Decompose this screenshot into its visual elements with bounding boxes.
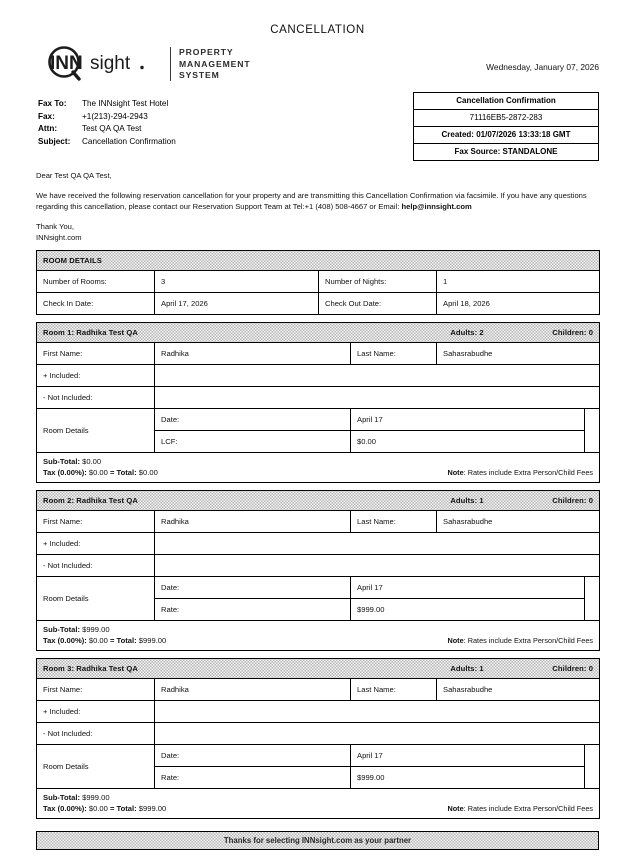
tax-value: $0.00 (88, 635, 108, 645)
letter-closing-line-1: Thank You, (36, 222, 75, 231)
logo-tagline-line-3: SYSTEM (179, 70, 220, 81)
last-name-label: Last Name: (351, 679, 437, 701)
table-row (37, 789, 600, 819)
innsight-logo (38, 46, 251, 82)
room-totals-cell (37, 621, 600, 651)
table-row (37, 555, 600, 577)
confirmation-source-row (414, 144, 598, 160)
subtotal-value: $0.00 (82, 457, 102, 466)
subtotal-label: Sub-Total: (43, 793, 80, 802)
letter-salutation: Dear Test QA QA Test, (36, 171, 112, 180)
letter-paragraph (36, 190, 599, 212)
not-included-label: - Not Included: (37, 555, 155, 577)
num-nights-value: 1 (437, 271, 600, 293)
room-date-label: Date: (155, 577, 351, 599)
included-value (155, 533, 600, 555)
tax-value: $0.00 (88, 467, 108, 477)
fax-subject-label: Subject: (38, 136, 71, 146)
room-header-cell (37, 491, 600, 511)
first-name-value: Radhika (155, 343, 351, 365)
confirmation-created-row (414, 127, 598, 144)
check-in-label: Check In Date: (37, 293, 155, 315)
room-rate-value: $999.00 (351, 599, 585, 621)
table-row (37, 701, 600, 723)
letter-body (36, 170, 599, 243)
table-row (37, 365, 600, 387)
num-nights-label: Number of Nights: (319, 271, 437, 293)
confirmation-heading: Cancellation Confirmation (414, 93, 598, 110)
note-label: Note (447, 635, 464, 645)
total-label: = Total: (110, 803, 137, 813)
note-label: Note (447, 803, 464, 813)
logo-tagline-line-1: PROPERTY (179, 47, 234, 58)
room-children-count: Children: 0 (552, 328, 594, 337)
svg-text:sight: sight (90, 53, 131, 74)
room-rate-note (447, 804, 593, 815)
room-header-title: Room 1: Radhika Test QA (43, 328, 138, 337)
not-included-value (155, 387, 600, 409)
spacer (0, 315, 635, 322)
confirmation-source-value: STANDALONE (502, 147, 558, 156)
first-name-label: First Name: (37, 511, 155, 533)
note-text: : Rates include Extra Person/Child Fees (463, 803, 594, 813)
room-block-table (36, 490, 600, 651)
tax-label: Tax (0.00%): (43, 635, 87, 645)
tax-label: Tax (0.00%): (43, 803, 87, 813)
logo-divider (170, 47, 171, 81)
not-included-value (155, 555, 600, 577)
not-included-value (155, 723, 600, 745)
fax-number-row (38, 111, 176, 124)
letter-paragraph-text: We have received the following reservation cancellation for your property and are transmitting this Cancellation Confirmation via facsimile. If you have any questions regarding this cancellation, please contact our Reservation Support Team at Tel:+1 (408) 508-4667 or Email: (36, 191, 587, 211)
logo-tagline-line-2: MANAGEMENT (179, 58, 251, 69)
room-details-summary-table (36, 250, 600, 315)
page-title: CANCELLATION (270, 24, 365, 36)
total-label: = Total: (110, 635, 137, 645)
table-row (37, 323, 600, 343)
room-block-table (36, 658, 600, 819)
tax-label: Tax (0.00%): (43, 467, 87, 477)
table-row (37, 679, 600, 701)
fax-to-row (38, 98, 176, 111)
included-label: + Included: (37, 701, 155, 723)
room-trailing-cell (585, 409, 600, 453)
num-rooms-label: Number of Rooms: (37, 271, 155, 293)
table-row (37, 621, 600, 651)
fax-meta-block (38, 98, 176, 148)
num-rooms-value: 3 (155, 271, 319, 293)
check-out-label: Check Out Date: (319, 293, 437, 315)
table-row (37, 343, 600, 365)
last-name-label: Last Name: (351, 511, 437, 533)
room-subtotal-line (43, 793, 593, 804)
room-details-label: Room Details (37, 577, 155, 621)
room-block-table (36, 322, 600, 483)
total-value: $0.00 (138, 467, 158, 477)
room-details-label: Room Details (37, 409, 155, 453)
not-included-label: - Not Included: (37, 723, 155, 745)
table-row (37, 453, 600, 483)
room-trailing-cell (585, 745, 600, 789)
table-row (37, 409, 600, 431)
fax-to-label: Fax To: (38, 99, 67, 108)
table-row (37, 387, 600, 409)
room-rate-label: LCF: (155, 431, 351, 453)
last-name-label: Last Name: (351, 343, 437, 365)
spacer (0, 243, 635, 250)
fax-to-value: The INNsight Test Hotel (82, 99, 169, 108)
subtotal-label: Sub-Total: (43, 625, 80, 634)
room-adults-count: Adults: 1 (450, 664, 484, 673)
fax-attn-label: Attn: (38, 124, 58, 134)
total-value: $999.00 (138, 803, 167, 813)
last-name-value: Sahasrabudhe (437, 679, 600, 701)
spacer (0, 483, 635, 490)
note-label: Note (447, 467, 464, 477)
footer-banner: Thanks for selecting INNsight.com as your partner (36, 831, 599, 850)
logo-tagline (179, 46, 251, 82)
first-name-label: First Name: (37, 343, 155, 365)
confirmation-number: 71116EB5-2872-283 (414, 110, 598, 127)
room-adults-count: Adults: 2 (450, 328, 484, 337)
letter-closing-line-2: INNsight.com (36, 233, 82, 242)
room-header-cell (37, 323, 600, 343)
room-trailing-cell (585, 577, 600, 621)
room-header-cell (37, 659, 600, 679)
note-text: : Rates include Extra Person/Child Fees (463, 467, 594, 477)
first-name-label: First Name: (37, 679, 155, 701)
room-totals-cell (37, 453, 600, 483)
innsight-wordmark-icon (38, 46, 166, 82)
room-rate-value: $0.00 (351, 431, 585, 453)
last-name-value: Sahasrabudhe (437, 343, 600, 365)
room-children-count: Children: 0 (552, 664, 594, 673)
included-value (155, 365, 600, 387)
check-out-value: April 18, 2026 (437, 293, 600, 315)
room-subtotal-line (43, 625, 593, 636)
room-rate-label: Rate: (155, 599, 351, 621)
fax-attn-row (38, 123, 176, 136)
room-details-label: Room Details (37, 745, 155, 789)
total-value: $999.00 (138, 635, 167, 645)
not-included-label: - Not Included: (37, 387, 155, 409)
table-row (37, 577, 600, 599)
table-row (37, 491, 600, 511)
room-adults-count: Adults: 1 (450, 496, 484, 505)
room-totals-cell (37, 789, 600, 819)
fax-subject-row (38, 136, 176, 149)
svg-text:INN: INN (50, 53, 83, 74)
rooms-container (0, 315, 635, 819)
room-details-header: ROOM DETAILS (37, 251, 600, 271)
room-header-title: Room 2: Radhika Test QA (43, 496, 138, 505)
spacer (0, 651, 635, 658)
room-rate-label: Rate: (155, 767, 351, 789)
table-row (37, 511, 600, 533)
table-row (37, 745, 600, 767)
tax-value: $0.00 (88, 803, 108, 813)
last-name-value: Sahasrabudhe (437, 511, 600, 533)
check-in-value: April 17, 2026 (155, 293, 319, 315)
room-date-label: Date: (155, 745, 351, 767)
room-rate-value: $999.00 (351, 767, 585, 789)
room-rate-note (447, 468, 593, 479)
subtotal-value: $999.00 (82, 793, 110, 802)
included-value (155, 701, 600, 723)
note-text: : Rates include Extra Person/Child Fees (463, 635, 594, 645)
first-name-value: Radhika (155, 511, 351, 533)
confirmation-created-label: Created: (441, 130, 474, 139)
room-children-count: Children: 0 (552, 496, 594, 505)
room-date-value: April 17 (351, 745, 585, 767)
confirmation-created-value: 01/07/2026 13:33:18 GMT (476, 130, 571, 139)
room-date-label: Date: (155, 409, 351, 431)
support-email-link[interactable]: help@innsight.com (401, 202, 472, 211)
document-header (36, 36, 599, 170)
included-label: + Included: (37, 533, 155, 555)
room-rate-note (447, 636, 593, 647)
room-date-value: April 17 (351, 409, 585, 431)
confirmation-source-label: Fax Source: (454, 147, 501, 156)
fax-number-label: Fax: (38, 111, 55, 121)
document-date: Wednesday, January 07, 2026 (486, 62, 599, 72)
table-row (37, 293, 600, 315)
table-row (37, 533, 600, 555)
first-name-value: Radhika (155, 679, 351, 701)
letter-closing (36, 221, 599, 243)
table-row (37, 659, 600, 679)
room-subtotal-line (43, 457, 593, 468)
subtotal-value: $999.00 (82, 625, 110, 634)
included-label: + Included: (37, 365, 155, 387)
fax-subject-value: Cancellation Confirmation (82, 136, 176, 146)
total-label: = Total: (110, 467, 137, 477)
table-row (37, 271, 600, 293)
room-header-title: Room 3: Radhika Test QA (43, 664, 138, 673)
table-row (37, 251, 600, 271)
fax-number-value: +1(213)-294-2943 (82, 111, 148, 121)
confirmation-box (413, 92, 599, 161)
room-date-value: April 17 (351, 577, 585, 599)
fax-attn-value: Test QA QA Test (82, 124, 142, 134)
subtotal-label: Sub-Total: (43, 457, 80, 466)
table-row (37, 723, 600, 745)
